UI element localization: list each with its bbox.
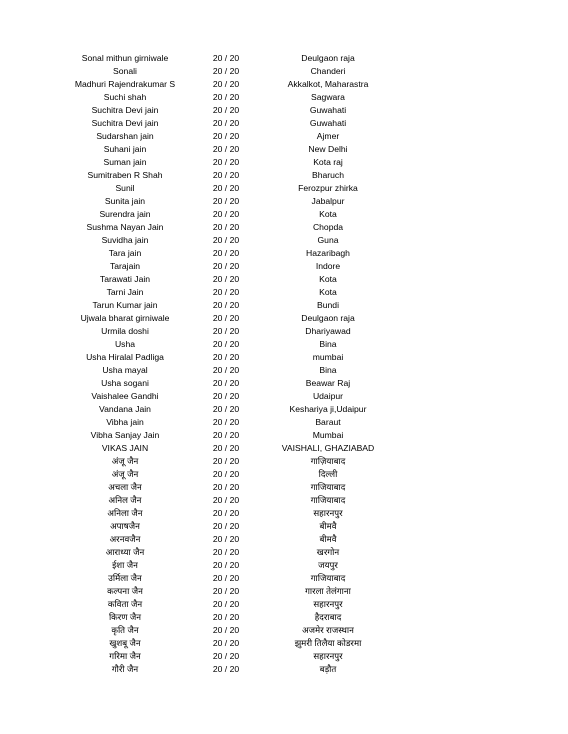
participant-location: Bundi [317,300,339,310]
participant-location: बीमवै [319,521,337,531]
participant-location: Bina [319,365,337,375]
participant-score: 20 / 20 [212,391,240,401]
participant-name: Sudarshan jain [96,131,154,141]
participant-location: सहारनपुर [313,599,343,609]
participant-score: 20 / 20 [212,326,240,336]
participant-name: Suchitra Devi jain [91,105,159,115]
participant-score: 20 / 20 [212,157,240,167]
table-row [0,533,568,546]
table-row [0,637,568,650]
participant-name: Usha sogani [101,378,149,388]
participant-location: सहारनपुर [313,508,343,518]
participant-location: Kota [319,209,337,219]
table-row [0,169,568,182]
participant-score: 20 / 20 [212,79,240,89]
participant-score: 20 / 20 [212,651,240,661]
table-row [0,117,568,130]
participant-score: 20 / 20 [212,131,240,141]
participant-name: आराध्या जैन [105,547,145,557]
table-row [0,338,568,351]
participant-location: Kota [319,287,337,297]
participant-score: 20 / 20 [212,573,240,583]
participant-name: उर्मिला जैन [108,573,142,583]
participant-name: Suchi shah [103,92,147,102]
participant-location: दिल्ली [318,469,338,479]
table-row [0,455,568,468]
participant-location: New Delhi [308,144,348,154]
table-row [0,377,568,390]
participant-score: 20 / 20 [212,664,240,674]
table-row [0,585,568,598]
participant-location: Ferozpur zhirka [298,183,358,193]
participant-name: किरण जैन [108,612,142,622]
participant-score: 20 / 20 [212,378,240,388]
table-row [0,260,568,273]
participant-location: Jabalpur [311,196,345,206]
participant-name: Sushma Nayan Jain [86,222,164,232]
table-row [0,520,568,533]
participant-name: Vibha jain [106,417,144,427]
participant-name: अपाषजैन [110,521,140,531]
participant-name: Tarun Kumar jain [92,300,158,310]
participant-score: 20 / 20 [212,196,240,206]
participant-score: 20 / 20 [212,209,240,219]
results-table [0,52,568,676]
participant-name: Surendra jain [99,209,151,219]
participant-location: Udaipur [312,391,344,401]
table-row [0,546,568,559]
table-row [0,104,568,117]
participant-score: 20 / 20 [212,430,240,440]
participant-location: Bina [319,339,337,349]
participant-location: VAISHALI, GHAZIABAD [281,443,375,453]
table-row [0,559,568,572]
participant-name: Sunil [115,183,135,193]
table-row [0,299,568,312]
participant-name: Vaishalee Gandhi [91,391,159,401]
table-row [0,507,568,520]
participant-location: हैदराबाद [314,612,342,622]
table-row [0,624,568,637]
table-row [0,65,568,78]
participant-name: Vibha Sanjay Jain [90,430,160,440]
table-row [0,247,568,260]
table-row [0,390,568,403]
table-row [0,130,568,143]
participant-score: 20 / 20 [212,92,240,102]
participant-name: Sonal mithun girniwale [81,53,169,63]
participant-score: 20 / 20 [212,404,240,414]
participant-name: Sumitraben R Shah [87,170,163,180]
participant-name: Suhani jain [103,144,147,154]
participant-location: बीमवै [319,534,337,544]
table-row [0,364,568,377]
participant-score: 20 / 20 [212,638,240,648]
participant-location: गाजियाबाद [310,482,346,492]
participant-name: Tarni Jain [106,287,144,297]
table-row [0,598,568,611]
participant-name: अनिल जैन [108,495,142,505]
table-row [0,650,568,663]
table-row [0,52,568,65]
participant-location: गारला तेलंगाना [305,586,351,596]
participant-location: झुमरी तिलैया कोडरमा [294,638,362,648]
participant-location: Guwahati [309,105,347,115]
participant-name: Sonali [113,66,137,76]
participant-score: 20 / 20 [212,235,240,245]
table-row [0,234,568,247]
participant-location: Bharuch [311,170,344,180]
participant-score: 20 / 20 [212,339,240,349]
participant-score: 20 / 20 [212,365,240,375]
participant-location: Mumbai [312,430,344,440]
participant-name: Tarawati Jain [99,274,151,284]
participant-name: अनिला जैन [107,508,143,518]
participant-name: Usha Hiralal Padliga [86,352,164,362]
participant-score: 20 / 20 [212,495,240,505]
participant-location: अजमेर राजस्थान [302,625,354,635]
participant-location: Kota raj [313,157,343,167]
participant-name: Madhuri Rajendrakumar S [74,79,176,89]
participant-location: Dhariyawad [305,326,351,336]
table-row [0,481,568,494]
participant-score: 20 / 20 [212,261,240,271]
table-row [0,325,568,338]
table-row [0,572,568,585]
participant-location: खरगोन [316,547,340,557]
participant-location: Akkalkot, Maharastra [287,79,369,89]
table-row [0,494,568,507]
participant-score: 20 / 20 [212,248,240,258]
participant-name: कल्पना जैन [107,586,143,596]
participant-score: 20 / 20 [212,300,240,310]
participant-location: बड़ौत [319,664,337,674]
participant-name: Usha [114,339,136,349]
table-row [0,351,568,364]
participant-score: 20 / 20 [212,625,240,635]
participant-location: जयपुर [318,560,338,570]
table-row [0,143,568,156]
participant-score: 20 / 20 [212,482,240,492]
participant-name: अरनवजैन [109,534,141,544]
table-row [0,221,568,234]
table-row [0,286,568,299]
participant-score: 20 / 20 [212,521,240,531]
participant-location: गाज़ियाबाद [310,456,346,466]
participant-name: अंजू जैन [111,456,139,466]
participant-score: 20 / 20 [212,352,240,362]
participant-score: 20 / 20 [212,547,240,557]
participant-name: Vandana Jain [99,404,151,414]
participant-name: Suman jain [103,157,147,167]
participant-name: अचला जैन [108,482,142,492]
participant-name: Urmila doshi [101,326,149,336]
table-row [0,663,568,676]
participant-score: 20 / 20 [212,144,240,154]
participant-location: Deulgaon raja [301,313,355,323]
participant-name: Ujwala bharat girniwale [80,313,170,323]
table-row [0,195,568,208]
participant-score: 20 / 20 [212,105,240,115]
participant-location: Guwahati [309,118,347,128]
participant-name: Suvidha jain [101,235,149,245]
participant-location: mumbai [312,352,344,362]
participant-score: 20 / 20 [212,66,240,76]
table-row [0,416,568,429]
participant-score: 20 / 20 [212,456,240,466]
participant-location: Ajmer [316,131,340,141]
participant-location: Deulgaon raja [301,53,355,63]
participant-score: 20 / 20 [212,287,240,297]
participant-score: 20 / 20 [212,443,240,453]
participant-name: ईशा जैन [112,560,138,570]
participant-location: गाजियाबाद [310,495,346,505]
table-row [0,403,568,416]
participant-location: Beawar Raj [305,378,351,388]
participant-location: Guna [317,235,339,245]
participant-score: 20 / 20 [212,560,240,570]
table-row [0,273,568,286]
participant-score: 20 / 20 [212,222,240,232]
table-row [0,156,568,169]
table-row [0,442,568,455]
table-row [0,429,568,442]
table-row [0,611,568,624]
table-row [0,468,568,481]
participant-name: गरिमा जैन [109,651,141,661]
participant-score: 20 / 20 [212,599,240,609]
participant-score: 20 / 20 [212,534,240,544]
participant-location: Chopda [312,222,344,232]
participant-name: खुशबू जैन [109,638,141,648]
participant-location: Indore [315,261,341,271]
table-row [0,208,568,221]
participant-name: Suchitra Devi jain [91,118,159,128]
participant-score: 20 / 20 [212,53,240,63]
participant-location: सहारनपुर [313,651,343,661]
participant-score: 20 / 20 [212,586,240,596]
participant-location: Sagwara [311,92,345,102]
participant-score: 20 / 20 [212,469,240,479]
participant-name: Sunita jain [104,196,146,206]
participant-name: VIKAS JAIN [101,443,149,453]
table-row [0,312,568,325]
table-row [0,182,568,195]
participant-score: 20 / 20 [212,170,240,180]
participant-location: Kota [319,274,337,284]
participant-location: Chanderi [310,66,346,76]
participant-location: Hazaribagh [306,248,350,258]
table-row [0,91,568,104]
participant-score: 20 / 20 [212,118,240,128]
participant-score: 20 / 20 [212,612,240,622]
participant-location: गाजियाबाद [310,573,346,583]
participant-score: 20 / 20 [212,417,240,427]
participant-name: कृति जैन [111,625,139,635]
participant-score: 20 / 20 [212,183,240,193]
participant-name: Usha mayal [102,365,148,375]
participant-score: 20 / 20 [212,274,240,284]
participant-score: 20 / 20 [212,313,240,323]
participant-name: गौरी जैन [111,664,139,674]
participant-name: कविता जैन [107,599,143,609]
table-row [0,78,568,91]
participant-name: Tarajain [109,261,141,271]
participant-name: Tara jain [108,248,142,258]
participant-location: Keshariya ji,Udaipur [289,404,367,414]
participant-score: 20 / 20 [212,508,240,518]
participant-name: अंजू जैन [111,469,139,479]
participant-location: Baraut [315,417,341,427]
